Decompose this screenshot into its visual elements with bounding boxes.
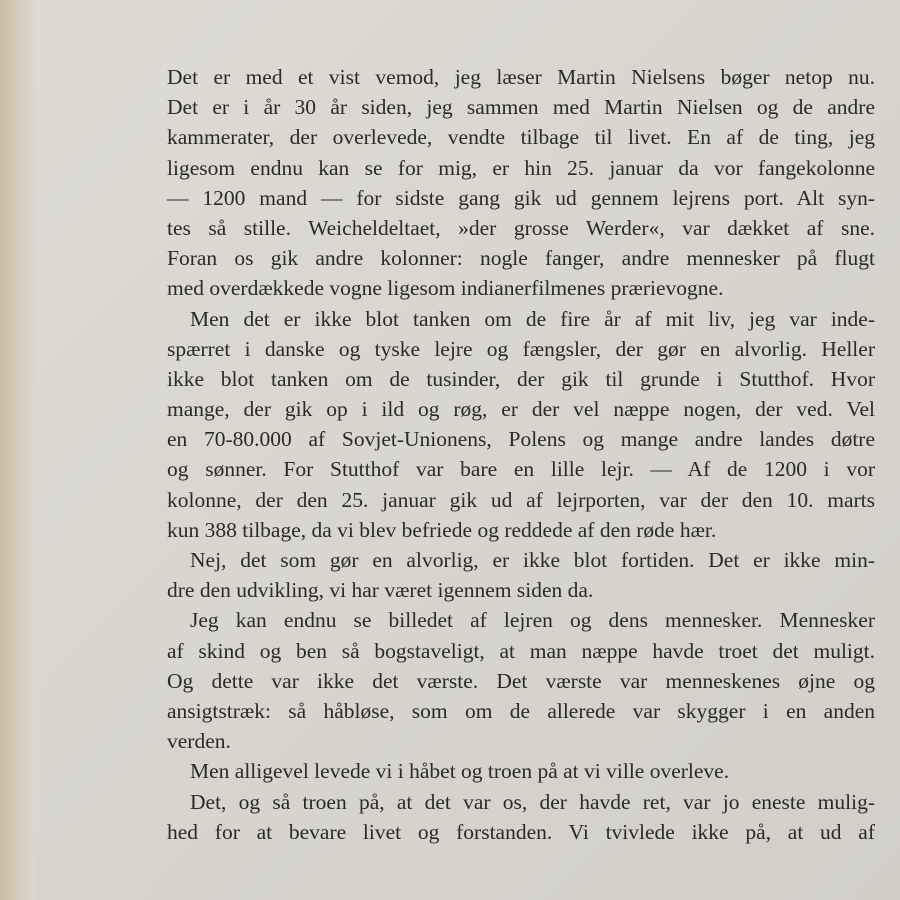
text-line: kun 388 tilbage, da vi blev befriede og reddede af den røde hær.	[167, 517, 717, 542]
paragraph-1	[167, 62, 875, 304]
text-line: en 70-80.000 af Sovjet-Unionens, Polens og mange andre landes døtre	[167, 427, 875, 452]
text-line: og sønner. For Stutthof var bare en lille lejr. — Af de 1200 i vor	[167, 457, 875, 482]
text-line: Men det er ikke blot tanken om de fire år af mit liv, jeg var inde-	[190, 306, 875, 331]
text-line: mange, der gik op i ild og røg, er der vel næppe nogen, der ved. Vel	[167, 397, 875, 422]
paragraph-2	[167, 304, 875, 546]
body-text	[167, 62, 875, 847]
text-line: Foran os gik andre kolonner: nogle fanger, andre mennesker på flugt	[167, 246, 875, 271]
text-line: verden.	[167, 729, 231, 754]
text-line: Det, og så troen på, at det var os, der havde ret, var jo eneste mulig-	[190, 789, 875, 814]
paragraph-4	[167, 605, 875, 756]
text-line: spærret i danske og tyske lejre og fængsler, der gør en alvorlig. Heller	[167, 336, 875, 361]
text-line: ikke blot tanken om de tusinder, der gik til grunde i Stutthof. Hvor	[167, 366, 875, 391]
paragraph-3	[167, 545, 875, 605]
text-line: Og dette var ikke det værste. Det værste var menneskenes øjne og	[167, 668, 875, 693]
text-line: Det er med et vist vemod, jeg læser Martin Nielsens bøger netop nu.	[167, 65, 875, 89]
text-line: Jeg kan endnu se billedet af lejren og dens mennesker. Mennesker	[190, 608, 875, 633]
book-page	[36, 0, 900, 900]
paragraph-5	[167, 756, 875, 786]
text-line: tes så stille. Weicheldeltaet, »der grosse Werder«, var dækket af sne.	[167, 215, 875, 240]
text-line: ligesom endnu kan se for mig, er hin 25. januar da vor fangekolonne	[167, 155, 875, 180]
text-line: kolonne, der den 25. januar gik ud af lejrporten, var der den 10. marts	[167, 487, 875, 512]
text-line: Nej, det som gør en alvorlig, er ikke blot fortiden. Det er ikke min-	[190, 548, 875, 572]
text-line: ansigtstræk: så håbløse, som om de allerede var skygger i en anden	[167, 698, 875, 723]
text-line: Men alligevel levede vi i håbet og troen på at vi ville overleve.	[190, 759, 730, 784]
paragraph-6	[167, 787, 875, 847]
text-line: Det er i år 30 år siden, jeg sammen med Martin Nielsen og de andre	[167, 95, 875, 120]
book-binding-edge	[0, 0, 36, 900]
text-line: — 1200 mand — for sidste gang gik ud gennem lejrens port. Alt syn-	[167, 185, 875, 210]
text-line: med overdækkede vogne ligesom indianerfilmenes prærievogne.	[167, 276, 724, 301]
text-line: kammerater, der overlevede, vendte tilbage til livet. En af de ting, jeg	[167, 125, 875, 150]
text-line: dre den udvikling, vi har været igennem siden da.	[167, 578, 594, 603]
text-line: af skind og ben så bogstaveligt, at man næppe havde troet det muligt.	[167, 638, 875, 663]
text-line: hed for at bevare livet og forstanden. Vi tvivlede ikke på, at ud af	[167, 819, 875, 844]
